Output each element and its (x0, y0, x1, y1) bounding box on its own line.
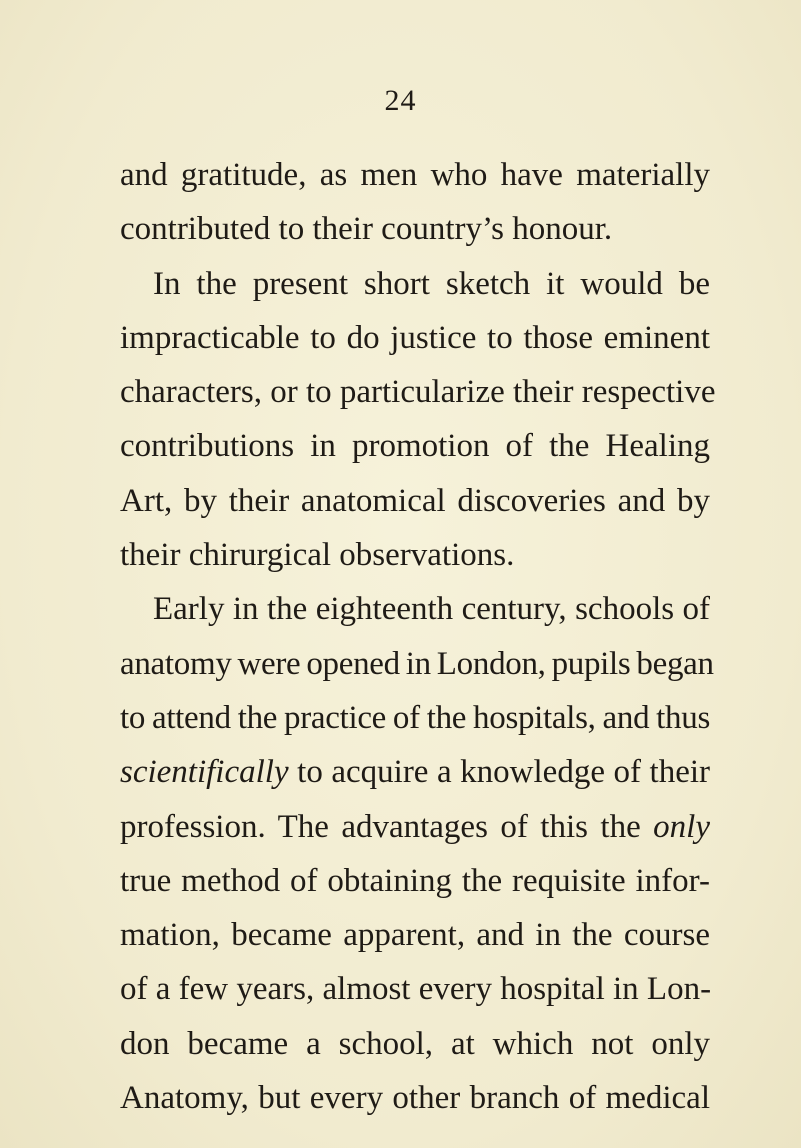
text-line (120, 800, 710, 854)
text-line: In the present short sketch it would be (153, 265, 710, 302)
text-line: and gratitude, as men who have materially (120, 157, 710, 193)
text-line: Anatomy, but every other branch of medical (120, 1080, 710, 1117)
text-line: Art, by their anatomical discoveries and by (120, 482, 710, 519)
text-line: of a few years, almost every hospital in Lon- (120, 971, 712, 1008)
text-line: Early in the eighteenth century, schools of (153, 591, 710, 628)
text-line: contributed to their country’s honour. (120, 211, 613, 248)
text-line: to attend the practice of the hospitals, and thus (120, 699, 710, 736)
text-line: characters, or to particularize their respective (120, 374, 716, 411)
text-line: their chirurgical observations. (120, 537, 515, 574)
text-line: impracticable to do justice to those eminent (120, 319, 710, 356)
text-line: true method of obtaining the requisite infor- (120, 862, 710, 899)
text-line: anatomy were opened in London, pupils began (120, 645, 714, 682)
text-line: contributions in promotion of the Healing (120, 428, 710, 465)
italic-word: only (653, 808, 710, 845)
italic-word: scientifically (120, 754, 289, 791)
text-line: mation, became apparent, and in the course (120, 917, 710, 954)
text-line (120, 745, 710, 799)
page-number: 24 (384, 84, 417, 117)
body-text (120, 148, 716, 1125)
text-line: don became a school, at which not only (120, 1025, 710, 1062)
text-span: to acquire a knowledge of their (288, 754, 710, 791)
text-span: profession. The advantages of this the (120, 808, 654, 845)
